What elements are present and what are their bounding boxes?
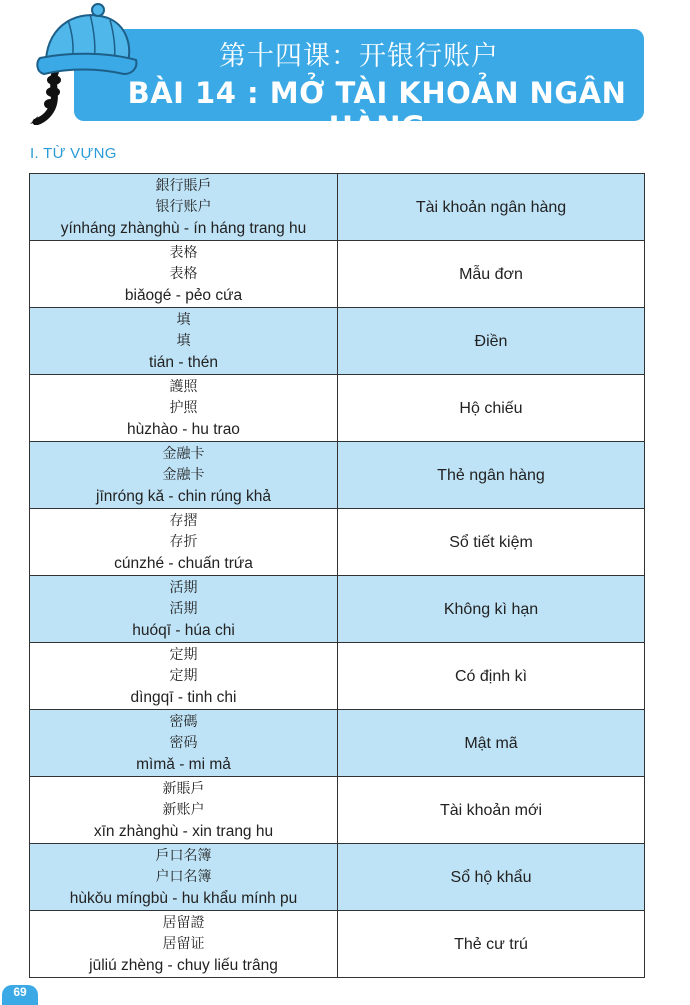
meaning: Thẻ ngân hàng: [437, 467, 545, 484]
simplified-term: 表格: [169, 265, 198, 282]
table-row: [30, 375, 645, 442]
traditional-term: 金融卡: [162, 445, 205, 462]
term-cell: [30, 710, 338, 777]
meaning: Mật mã: [464, 735, 518, 752]
pinyin: jīnróng kǎ - chin rúng khả: [96, 487, 271, 505]
term-cell: [30, 442, 338, 509]
meaning: Thẻ cư trú: [454, 936, 528, 953]
meaning: Không kì hạn: [443, 601, 539, 618]
table-row: [30, 777, 645, 844]
pinyin: mìmǎ - mi mả: [136, 755, 231, 773]
simplified-term: 居留证: [162, 935, 205, 952]
term-cell: [30, 375, 338, 442]
table-row: [30, 509, 645, 576]
simplified-term: 金融卡: [162, 466, 205, 483]
meaning-cell: [338, 911, 645, 978]
meaning-cell: [338, 643, 645, 710]
simplified-term: 护照: [169, 399, 198, 416]
meaning-cell: [338, 442, 645, 509]
pinyin: jūliú zhèng - chuy liếu trâng: [89, 956, 278, 974]
pinyin: hùkǒu míngbù - hu khẩu mính pu: [69, 889, 298, 907]
meaning: Hộ chiếu: [459, 400, 523, 417]
simplified-term: 活期: [169, 600, 198, 617]
meaning: Sổ hộ khẩu: [450, 869, 532, 886]
meaning-cell: [338, 509, 645, 576]
traditional-term: 護照: [169, 378, 198, 395]
traditional-term: 存摺: [169, 512, 198, 529]
pinyin: huóqī - húa chi: [132, 621, 235, 639]
traditional-term: 居留證: [162, 914, 205, 931]
meaning-cell: [338, 174, 645, 241]
table-row: [30, 911, 645, 978]
lesson-title-vietnamese: BÀI 14 : MỞ TÀI KHOẢN NGÂN HÀNG: [127, 76, 627, 144]
traditional-term: 表格: [169, 244, 198, 261]
table-row: [30, 643, 645, 710]
traditional-term: 定期: [169, 646, 198, 663]
section-title: I. TỪ VỰNG: [30, 145, 117, 162]
meaning-cell: [338, 844, 645, 911]
pinyin: tián - thén: [149, 353, 218, 371]
term-cell: [30, 308, 338, 375]
simplified-term: 填: [176, 332, 191, 349]
meaning: Tài khoản mới: [439, 802, 543, 819]
meaning-cell: [338, 375, 645, 442]
table-row: [30, 174, 645, 241]
meaning-cell: [338, 710, 645, 777]
traditional-term: 新賬戶: [162, 780, 205, 797]
term-cell: [30, 777, 338, 844]
simplified-term: 户口名簿: [155, 868, 212, 885]
traditional-term: 密碼: [169, 713, 198, 730]
meaning-cell: [338, 576, 645, 643]
table-row: [30, 241, 645, 308]
table-row: [30, 308, 645, 375]
table-row: [30, 442, 645, 509]
simplified-term: 密码: [169, 734, 198, 751]
pinyin: xīn zhànghù - xin trang hu: [93, 822, 274, 840]
term-cell: [30, 643, 338, 710]
term-cell: [30, 911, 338, 978]
traditional-term: 戶口名簿: [155, 847, 212, 864]
page-number: 69: [2, 985, 38, 1005]
meaning-cell: [338, 308, 645, 375]
traditional-term: 活期: [169, 579, 198, 596]
meaning: Sổ tiết kiệm: [449, 534, 533, 551]
simplified-term: 存折: [169, 533, 198, 550]
pinyin: hùzhào - hu trao: [127, 420, 240, 438]
meaning: Điền: [474, 333, 508, 350]
table-row: [30, 576, 645, 643]
meaning: Có định kì: [454, 668, 528, 685]
term-cell: [30, 844, 338, 911]
term-cell: [30, 576, 338, 643]
simplified-term: 银行账户: [155, 198, 212, 215]
vocabulary-table: [29, 173, 645, 978]
pinyin: biǎogé - pẻo cứa: [124, 286, 243, 304]
meaning: Tài khoản ngân hàng: [415, 199, 567, 216]
simplified-term: 定期: [169, 667, 198, 684]
meaning-cell: [338, 777, 645, 844]
pinyin: dìngqī - tinh chi: [130, 688, 237, 706]
lesson-title-chinese: 第十四课：开银行账户: [219, 41, 499, 72]
traditional-term: 銀行賬戶: [155, 177, 212, 194]
pinyin: yínháng zhànghù - ín háng trang hu: [60, 219, 307, 237]
meaning: Mẫu đơn: [459, 266, 523, 283]
meaning-cell: [338, 241, 645, 308]
traditional-term: 填: [176, 311, 191, 328]
table-row: [30, 710, 645, 777]
simplified-term: 新账户: [162, 801, 205, 818]
table-row: [30, 844, 645, 911]
pinyin: cúnzhé - chuấn trứa: [114, 554, 253, 572]
term-cell: [30, 241, 338, 308]
term-cell: [30, 174, 338, 241]
term-cell: [30, 509, 338, 576]
